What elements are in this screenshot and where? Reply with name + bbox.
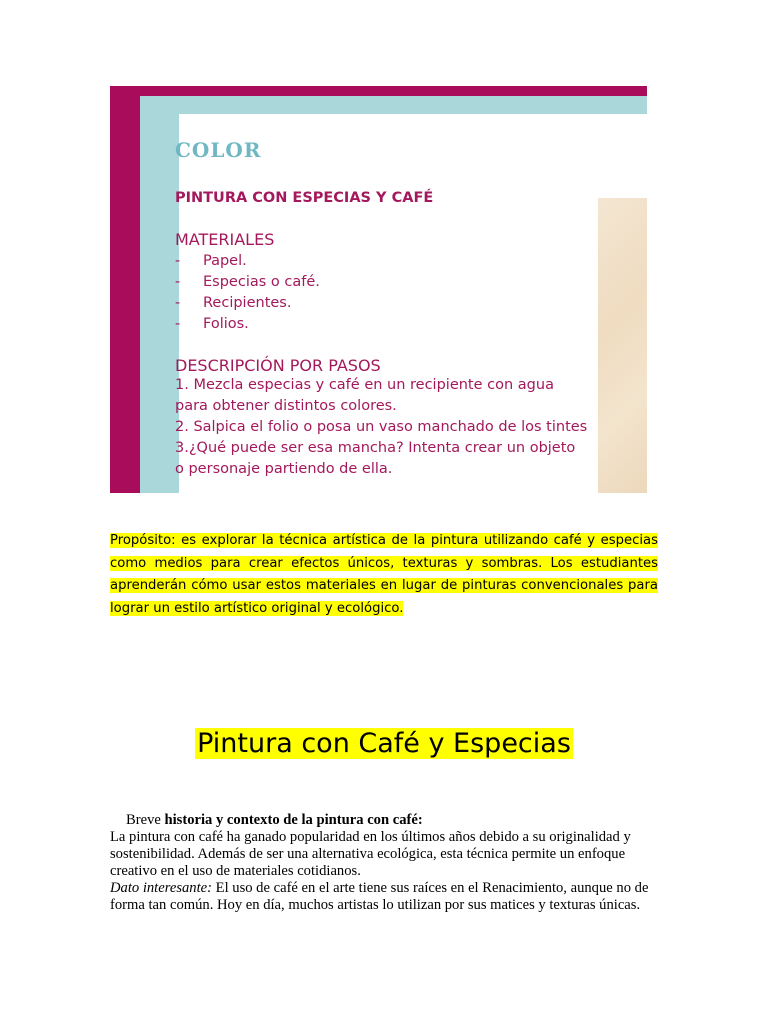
- history-section: [110, 812, 658, 914]
- step-line: 2. Salpica el folio o posa un vaso manchado de los tintes: [175, 419, 588, 435]
- step-line: 3.¿Qué puede ser esa mancha? Intenta crear un objeto: [175, 440, 576, 456]
- history-paragraph: La pintura con café ha ganado popularidad en los últimos años debido a su originalidad y sostenibilidad. Además de ser una alternativa ecológica, esta técnica permite un enfoque creativo en el uso de materiales cotidianos.: [110, 829, 631, 879]
- history-heading-line: [110, 812, 658, 829]
- step-line: para obtener distintos colores.: [175, 398, 397, 414]
- worksheet-image: [110, 86, 647, 493]
- worksheet-subtitle: PINTURA CON ESPECIAS Y CAFÉ: [175, 190, 434, 206]
- fun-fact-text: El uso de café en el arte tiene sus raíces en el Renacimiento, aunque no de forma tan común. Hoy en día, muchos artistas lo utilizan por sus matices y texturas únicas.: [110, 880, 649, 913]
- materials-heading: MATERIALES: [175, 230, 275, 249]
- worksheet-kraft-paper: [598, 198, 647, 493]
- purpose-text: Propósito: es explorar la técnica artística de la pintura utilizando café y especias como medios para crear efectos únicos, texturas y sombras. Los estudiantes aprenderán cómo usar estos materiales en lugar de pinturas convencionales para lograr un estilo artístico original y ecológico.: [110, 533, 658, 616]
- materials-item: - Especias o café.: [175, 274, 320, 290]
- worksheet-title: COLOR: [175, 138, 262, 162]
- materials-item: - Papel.: [175, 253, 247, 269]
- history-heading: historia y contexto de la pintura con café:: [164, 812, 423, 828]
- fun-fact-label: Dato interesante:: [110, 880, 212, 896]
- materials-item: - Folios.: [175, 316, 249, 332]
- materials-item: - Recipientes.: [175, 295, 292, 311]
- history-lead: Breve: [126, 812, 165, 828]
- document-title-text: Pintura con Café y Especias: [197, 728, 571, 759]
- steps-heading: DESCRIPCIÓN POR PASOS: [175, 356, 381, 375]
- document-title: [0, 728, 768, 759]
- step-line: o personaje partiendo de ella.: [175, 461, 393, 477]
- fun-fact: [110, 880, 658, 914]
- step-line: 1. Mezcla especias y café en un recipiente con agua: [175, 377, 554, 393]
- purpose-paragraph: [110, 530, 658, 620]
